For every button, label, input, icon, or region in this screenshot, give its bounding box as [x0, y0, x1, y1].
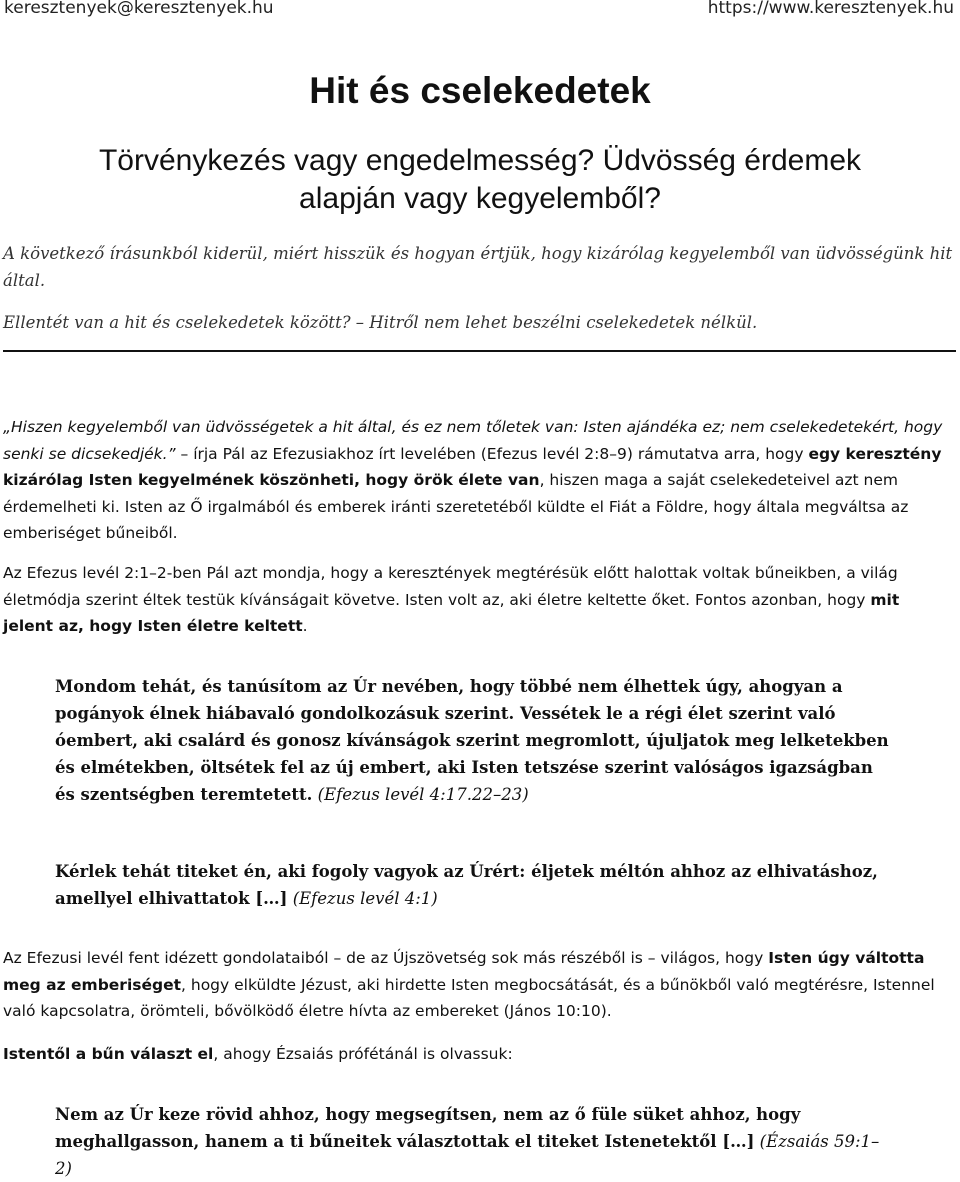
paragraph-4-emphasis: Istentől a bűn választ el [3, 1045, 214, 1063]
block-quote-2-text: Kérlek tehát titeket én, aki fogoly vagyok az Úrért: éljetek méltón ahhoz az elhivatáshoz, amellyel elhivattatok […] [55, 862, 878, 908]
page-subtitle: Törvénykezés vagy engedelmesség? Üdvösség érdemek alapján vagy kegyelemből? [98, 144, 862, 215]
block-quote-3 [55, 1101, 895, 1182]
paragraph-1-emphasis: egy keresztény kizárólag Isten kegyelmének köszönheti, hogy örök élete van [3, 444, 942, 489]
paragraph-2-text-a: Az Efezus levél 2:1–2-ben Pál azt mondja, hogy a keresztények megtérésük előtt halottak voltak bűneikben, a világ életmódja szerint éltek testük kívánságait követve. Isten volt az, aki életre keltette őket. Fontos azonban, hogy [3, 564, 898, 609]
block-quote-3-text: Nem az Úr keze rövid ahhoz, hogy megsegítsen, nem az ő füle süket ahhoz, hogy meghallgasson, hanem a ti bűneitek választottak el titeket Istenetektől […] [55, 1105, 801, 1151]
paragraph-4 [3, 1041, 953, 1068]
paragraph-3-text-a: Az Efezusi levél fent idézett gondolataiból – de az Újszövetség sok más részéből is – világos, hogy [3, 949, 769, 967]
paragraph-3-emphasis: Isten úgy váltotta meg az emberiséget [3, 949, 925, 994]
paragraph-1-text-b: , hiszen maga a saját cselekedeteivel azt nem érdemelheti ki. Isten az Ő irgalmából és emberek iránti szeretetéből küldte el Fiát a Földre, hogy általa megváltsa az emberiséget bűneiből. [3, 471, 909, 542]
paragraph-2-emphasis: mit jelent az, hogy Isten életre keltett [3, 590, 900, 635]
paragraph-3 [3, 945, 953, 1025]
header-url[interactable]: https://www.keresztenyek.hu [707, 0, 954, 18]
paragraph-3-text-b: , hogy elküldte Jézust, aki hirdette Isten megbocsátását, és a bűnökből való megtérésre, Istennel való kapcsolatra, örömteli, bővölködő életre hívta az embereket (János 10:10). [3, 975, 935, 1020]
section-divider [3, 350, 956, 352]
page-title: Hit és cselekedetek [309, 70, 651, 111]
scripture-quote-inline: „Hiszen kegyelemből van üdvösségetek a hit által, és ez nem tőletek van: Isten ajándéka ez; nem cselekedetekért, hogy senki se dicsekedjék.” [3, 418, 943, 463]
intro-tagline: Ellentét van a hit és cselekedetek között? – Hitről nem lehet beszélni cselekedetek nélkül. [3, 313, 758, 332]
block-quote-2 [55, 858, 895, 912]
header-email[interactable]: keresztenyek@keresztenyek.hu [4, 0, 274, 18]
paragraph-2-text-b: . [302, 617, 308, 635]
block-quote-1 [55, 673, 895, 808]
block-quote-1-reference: (Efezus levél 4:17.22–23) [312, 785, 529, 804]
block-quote-3-reference: (Ézsaiás 59:1–2) [55, 1132, 880, 1178]
block-quote-2-reference: (Efezus levél 4:1) [287, 889, 438, 908]
paragraph-2 [3, 560, 953, 640]
paragraph-4-text: , ahogy Ézsaiás prófétánál is olvassuk: [213, 1045, 513, 1063]
block-quote-1-text: Mondom tehát, és tanúsítom az Úr nevében, hogy többé nem élhettek úgy, ahogyan a pogányok élnek hiábavaló gondolkozásuk szerint. Vessétek le a régi élet szerint való óembert, aki csalárd és gonosz kívánságok szerint megromlott, újuljatok meg lelketekben és elmétekben, öltsétek fel az új embert, aki Isten tetszése szerint valóságos igazságban és szentségben teremtetett. [55, 677, 889, 804]
intro-paragraph: A következő írásunkból kiderül, miért hisszük és hogyan értjük, hogy kizárólag kegyelemből van üdvösségünk hit által. [3, 244, 953, 290]
paragraph-1-text-a: – írja Pál az Efezusiakhoz írt levelében (Efezus levél 2:8–9) rámutatva arra, hogy [175, 444, 809, 463]
paragraph-1 [3, 414, 953, 547]
